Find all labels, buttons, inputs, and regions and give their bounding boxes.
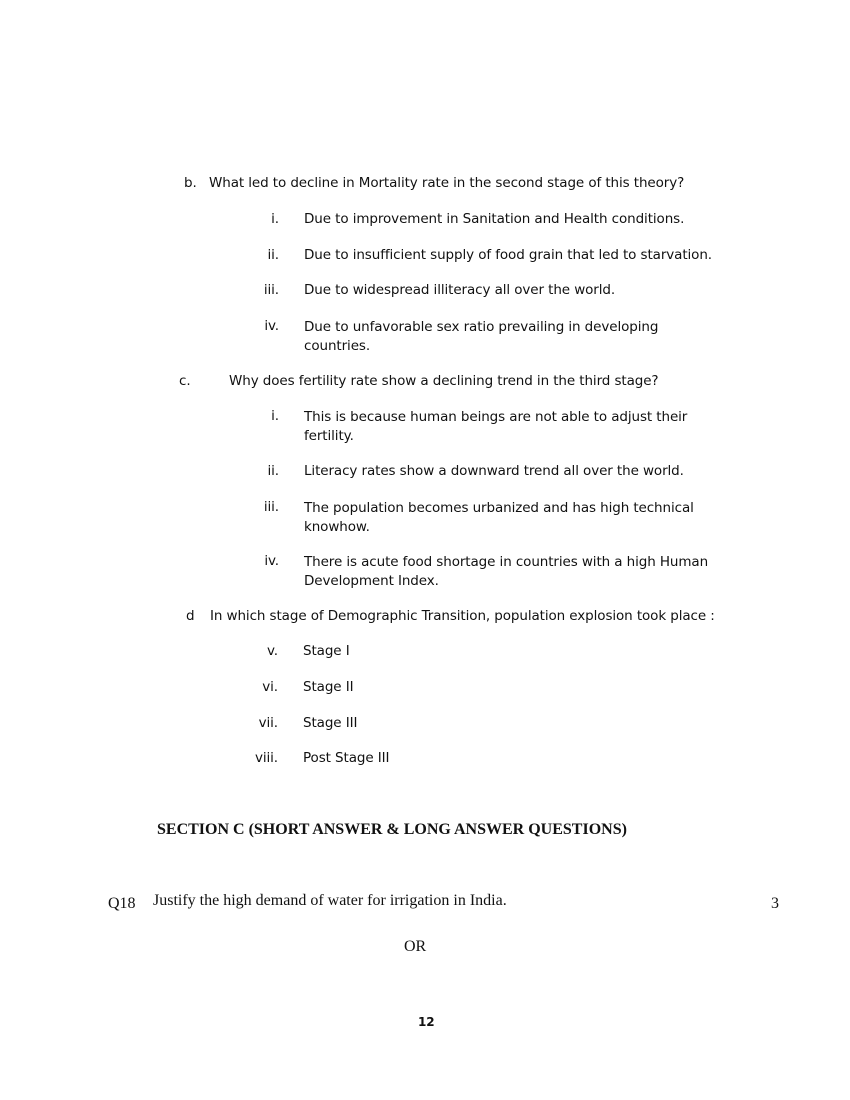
section-heading: SECTION C (SHORT ANSWER & LONG ANSWER QUESTIONS) xyxy=(157,821,627,838)
question-c-text: Why does fertility rate show a declining trend in the third stage? xyxy=(229,373,659,389)
question-d-text: In which stage of Demographic Transition, population explosion took place : xyxy=(210,608,715,624)
marks-label: 3 xyxy=(771,895,779,912)
option-text: Post Stage III xyxy=(303,750,390,766)
question-text: Justify the high demand of water for irrigation in India. xyxy=(153,892,507,909)
option-number: i. xyxy=(271,211,279,227)
option-text: Due to insufficient supply of food grain that led to starvation. xyxy=(304,247,712,263)
option-number: ii. xyxy=(267,247,279,263)
option-number: iv. xyxy=(264,318,279,334)
option-text: This is because human beings are not able to adjust their fertility. xyxy=(304,409,688,444)
option-text: Due to improvement in Sanitation and Health conditions. xyxy=(304,211,685,227)
option-number: vi. xyxy=(262,679,278,695)
option-number: iii. xyxy=(263,282,279,298)
question-b-text: What led to decline in Mortality rate in the second stage of this theory? xyxy=(209,175,685,191)
option-number: i. xyxy=(271,408,279,424)
option-text: Literacy rates show a downward trend all over the world. xyxy=(304,463,684,479)
page-number: 12 xyxy=(418,1015,435,1029)
option-text: There is acute food shortage in countries with a high Human Development Index. xyxy=(304,554,709,589)
option-number: vii. xyxy=(258,715,278,731)
option-text: Stage I xyxy=(303,643,350,659)
option-text: Due to unfavorable sex ratio prevailing in developing countries. xyxy=(304,319,659,354)
option-text: Due to widespread illiteracy all over the world. xyxy=(304,282,616,298)
question-number: Q18 xyxy=(108,895,136,912)
option-text: Stage III xyxy=(303,715,358,731)
question-c-label: c. xyxy=(179,373,191,389)
question-d-label: d xyxy=(186,608,195,624)
or-separator: OR xyxy=(404,938,427,955)
option-number: iii. xyxy=(263,499,279,515)
option-number: iv. xyxy=(264,553,279,569)
option-text: Stage II xyxy=(303,679,354,695)
option-number: ii. xyxy=(267,463,279,479)
option-text: The population becomes urbanized and has high technical knowhow. xyxy=(304,500,694,535)
question-b-label: b. xyxy=(184,175,197,191)
option-number: v. xyxy=(266,643,278,659)
option-number: viii. xyxy=(254,750,278,766)
